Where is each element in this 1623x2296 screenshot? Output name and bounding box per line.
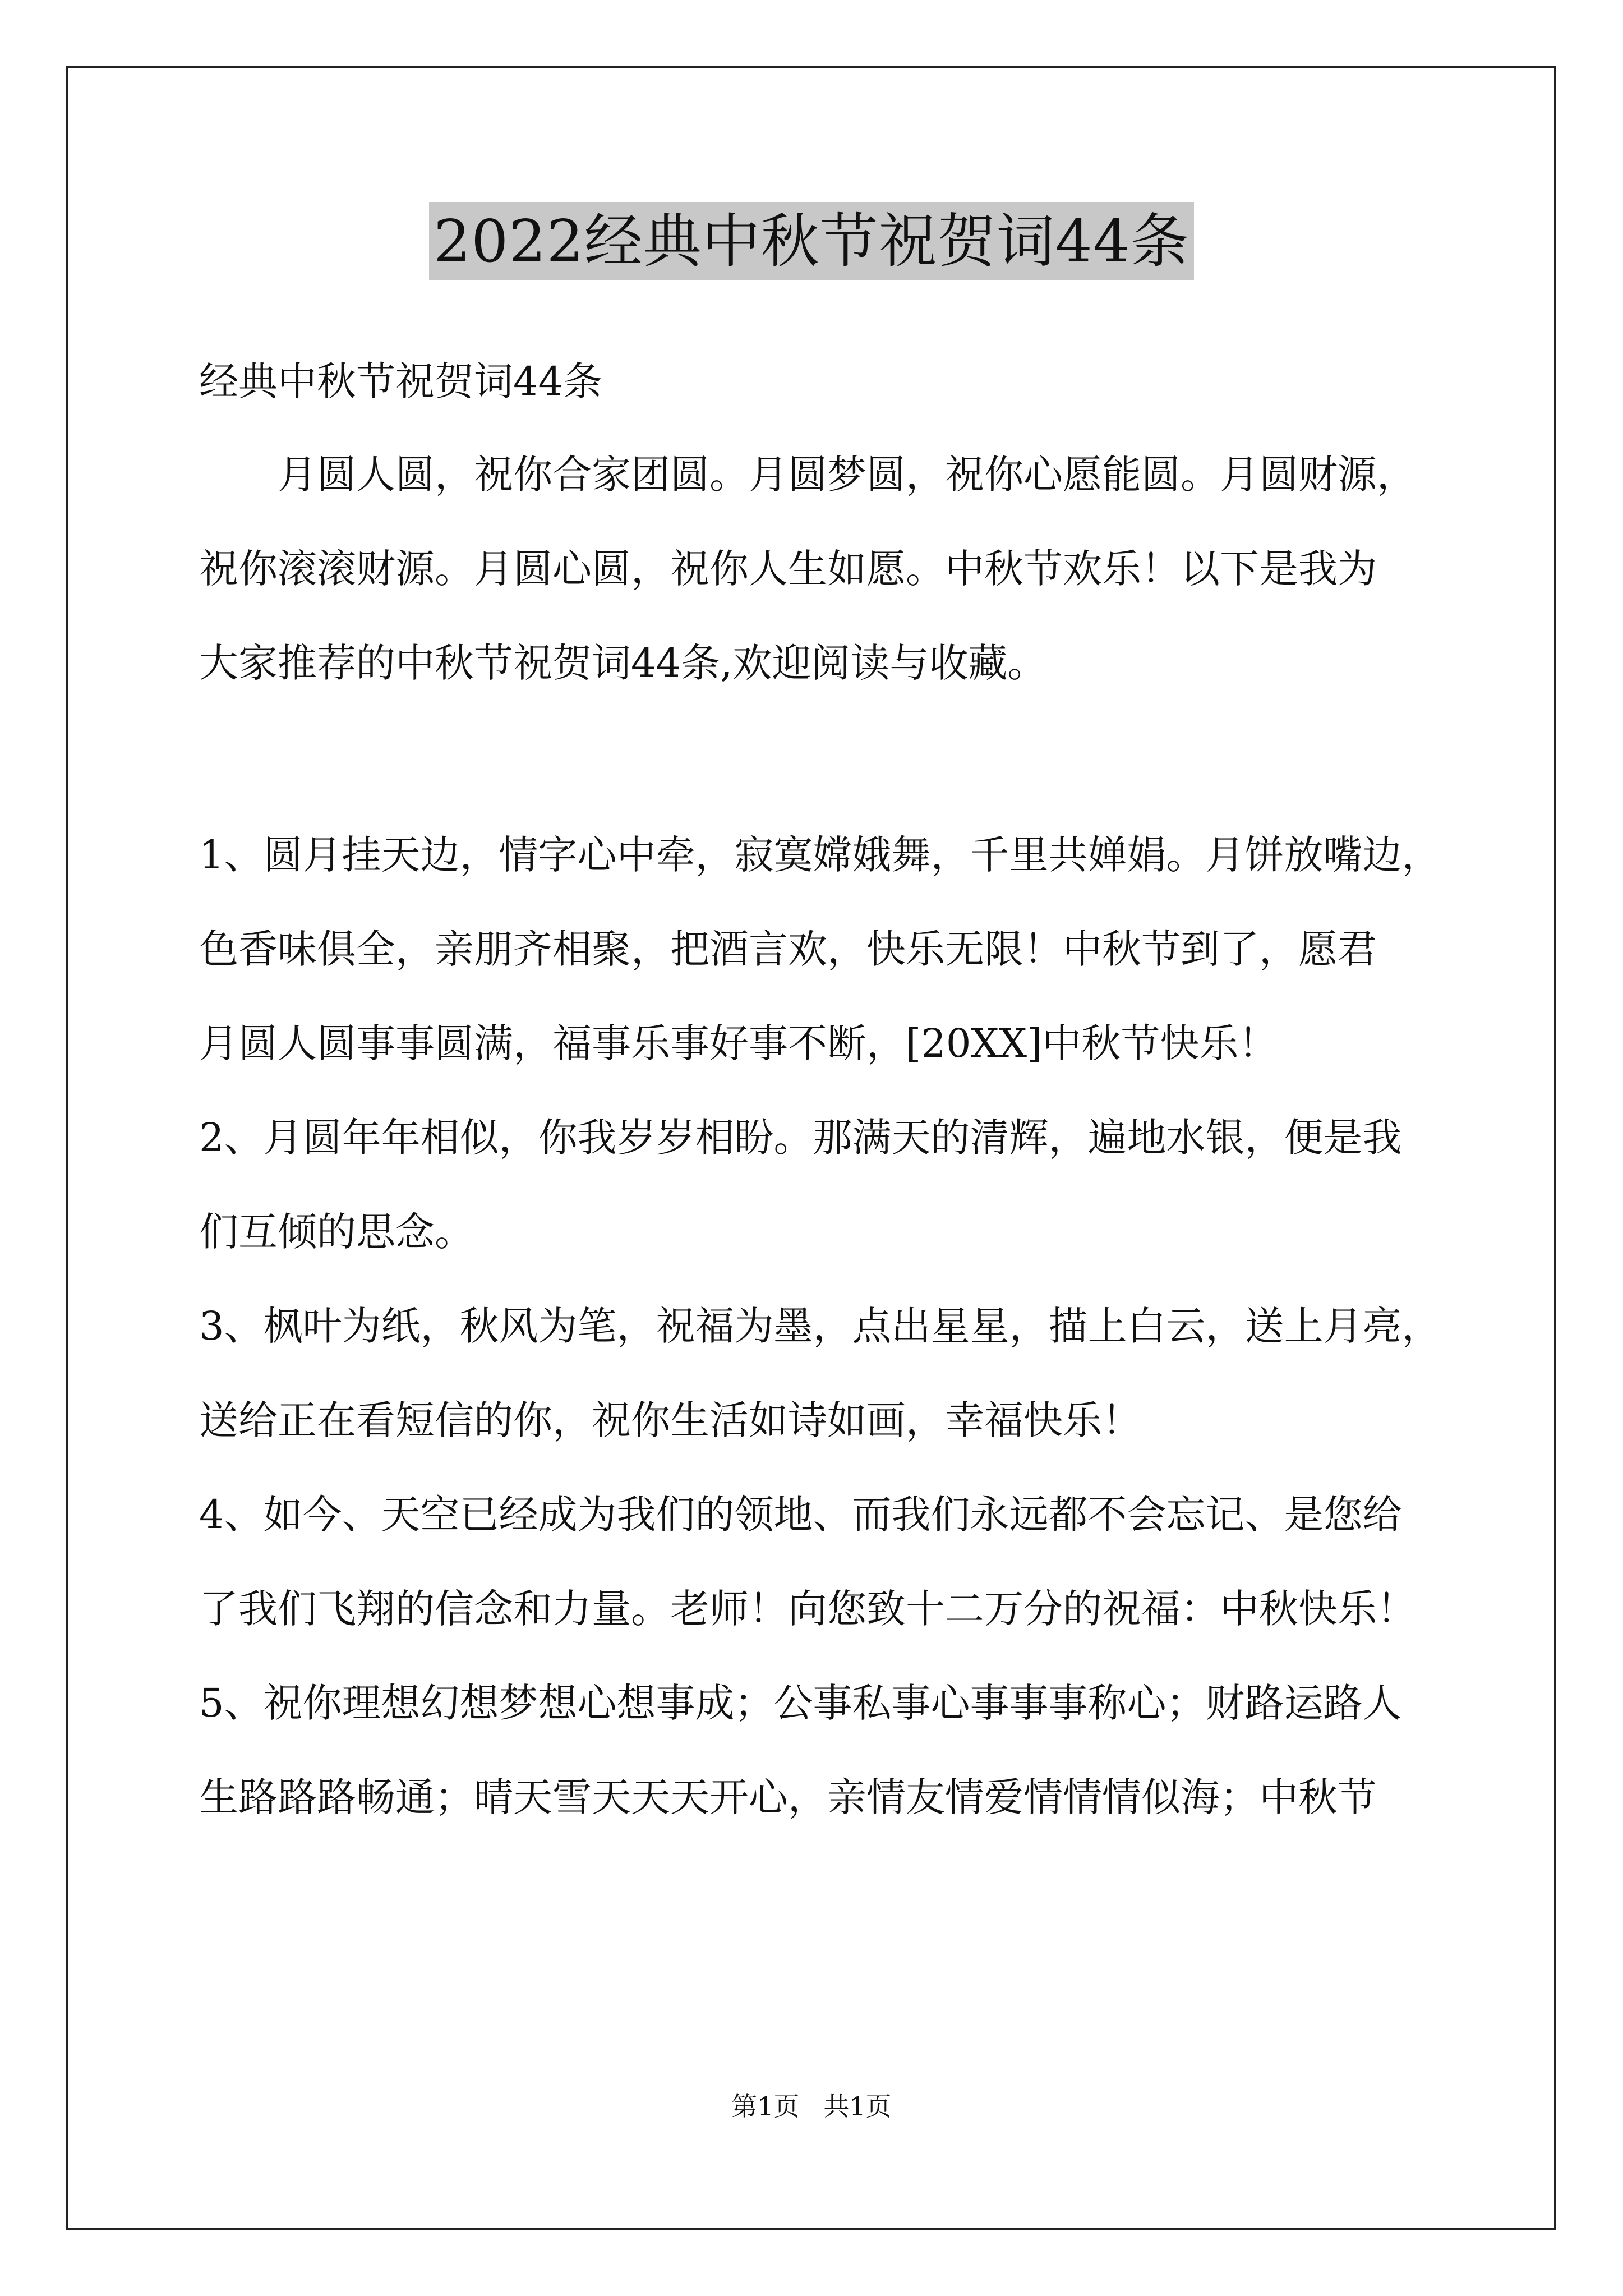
list-item-line: 送给正在看短信的你，祝你生活如诗如画，幸福快乐！: [199, 1397, 1141, 1443]
page-footer: [0, 2090, 1623, 2123]
title-container: [0, 202, 1623, 280]
list-item-line: 们互倾的思念。: [199, 1209, 474, 1255]
intro-line: 大家推荐的中秋节祝贺词44条,欢迎阅读与收藏。: [199, 640, 1047, 686]
list-item-line: 1、圆月挂天边，情字心中牵，寂寞嫦娥舞，千里共婵娟。月饼放嘴边，: [199, 832, 1441, 878]
list-item-line: 色香味俱全，亲朋齐相聚，把酒言欢，快乐无限！中秋节到了，愿君: [199, 926, 1377, 972]
document-title: 2022经典中秋节祝贺词44条: [429, 202, 1194, 280]
list-item-line: 生路路路畅通；晴天雪天天天开心，亲情友情爱情情情似海；中秋节: [199, 1774, 1377, 1820]
page-total: 共1页: [823, 2091, 892, 2122]
paragraph-spacer: [199, 710, 1483, 808]
list-item-line: 2、月圆年年相似，你我岁岁相盼。那满天的清辉，遍地水银，便是我: [199, 1115, 1402, 1161]
list-item-line: 月圆人圆事事圆满，福事乐事好事不断，[20XX]中秋节快乐！: [199, 1020, 1278, 1066]
list-item-line: 4、如今、天空已经成为我们的领地、而我们永远都不会忘记、是您给: [199, 1492, 1402, 1538]
page-number: 第1页: [731, 2091, 800, 2122]
intro-line: 月圆人圆，祝你合家团圆。月圆梦圆，祝你心愿能圆。月圆财源，: [199, 452, 1416, 498]
subtitle: 经典中秋节祝贺词44条: [199, 358, 603, 404]
greetings-list: [199, 808, 1483, 1844]
intro-line: 祝你滚滚财源。月圆心圆，祝你人生如愿。中秋节欢乐！以下是我为: [199, 546, 1377, 592]
intro-paragraph: [199, 427, 1483, 710]
document-body: [199, 335, 1483, 1844]
list-item-line: 3、枫叶为纸，秋风为笔，祝福为墨，点出星星，描上白云，送上月亮，: [199, 1303, 1441, 1349]
list-item-line: 了我们飞翔的信念和力量。老师！向您致十二万分的祝福：中秋快乐！: [199, 1586, 1416, 1632]
list-item-line: 5、祝你理想幻想梦想心想事成；公事私事心事事事称心；财路运路人: [199, 1680, 1402, 1726]
